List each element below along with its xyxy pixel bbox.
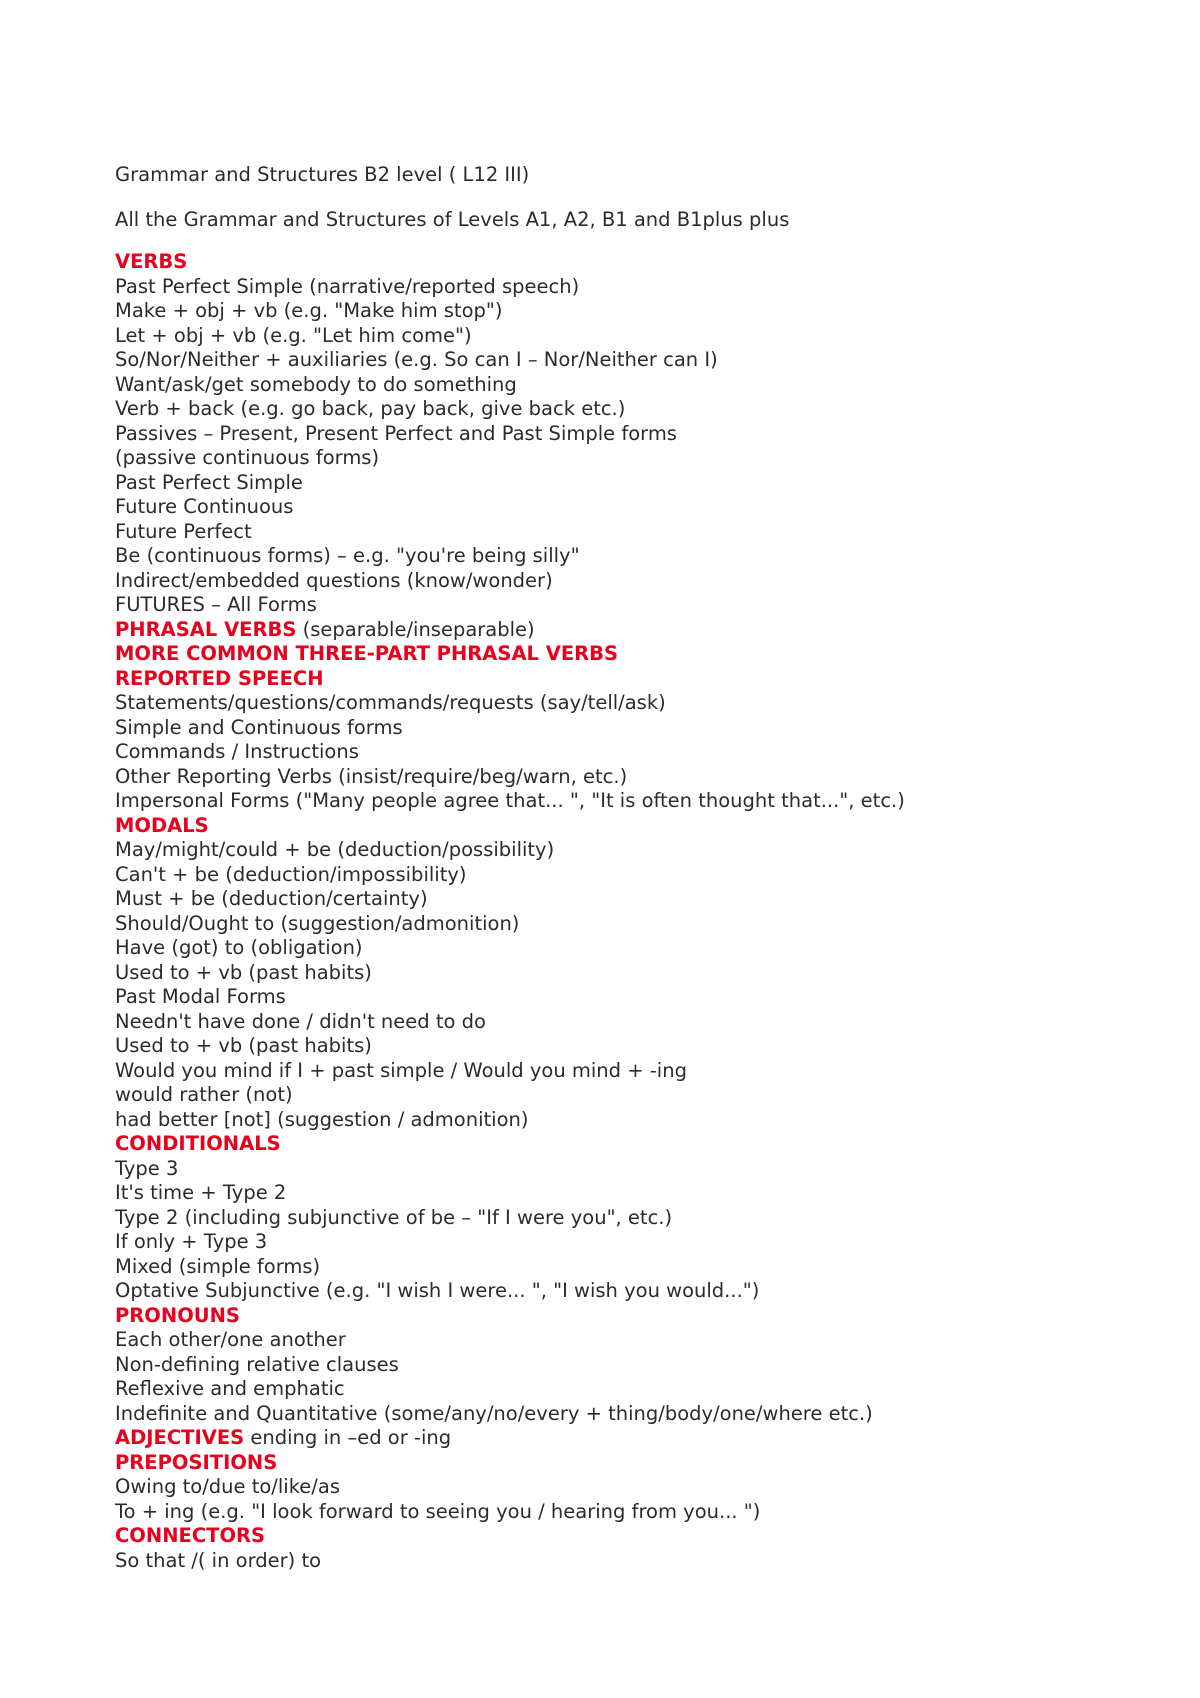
section-heading: ADJECTIVES xyxy=(115,1426,245,1449)
grammar-item: Mixed (simple forms) xyxy=(115,1254,321,1278)
grammar-item: FUTURES – All Forms xyxy=(115,593,317,616)
grammar-item: Non-defining relative clauses xyxy=(115,1352,399,1376)
grammar-item: Past Modal Forms xyxy=(115,985,286,1008)
grammar-item: Want/ask/get somebody to do something xyxy=(115,372,517,396)
grammar-item: Used to + vb (past habits) xyxy=(115,960,372,984)
grammar-item: Needn't have done / didn't need to do xyxy=(115,1009,486,1033)
section-heading-line xyxy=(115,642,1115,667)
grammar-item: Have (got) to (obligation) xyxy=(115,936,363,959)
section-heading: PRONOUNS xyxy=(115,1303,240,1327)
grammar-item: Future Perfect xyxy=(115,519,252,543)
grammar-item: It's time + Type 2 xyxy=(115,1181,287,1204)
grammar-item: Simple and Continuous forms xyxy=(115,715,403,739)
grammar-item: If only + Type 3 xyxy=(115,1230,268,1253)
grammar-item: Be (continuous forms) – e.g. "you're being silly" xyxy=(115,544,580,567)
section-heading: MORE COMMON THREE-PART PHRASAL VERBS xyxy=(115,642,619,665)
grammar-item: would rather (not) xyxy=(115,1083,293,1106)
grammar-item: had better [not] (suggestion / admonition) xyxy=(115,1107,529,1131)
grammar-item: Optative Subjunctive (e.g. "I wish I were... ", "I wish you would...") xyxy=(115,1279,760,1302)
grammar-item: (passive continuous forms) xyxy=(115,446,380,469)
grammar-item: Impersonal Forms ("Many people agree that... ", "It is often thought that...", etc.) xyxy=(115,789,905,812)
grammar-item: Indefinite and Quantitative (some/any/no/every + thing/body/one/where etc.) xyxy=(115,1401,873,1425)
section-heading: CONDITIONALS xyxy=(115,1132,281,1155)
grammar-item: Must + be (deduction/certainty) xyxy=(115,887,428,910)
grammar-item: Verb + back (e.g. go back, pay back, give back etc.) xyxy=(115,397,626,420)
section-heading: CONNECTORS xyxy=(115,1524,266,1547)
section-heading-line xyxy=(115,618,1115,643)
document-page xyxy=(115,163,1115,1573)
section-heading: PREPOSITIONS xyxy=(115,1450,278,1474)
section-heading-line xyxy=(115,250,1115,275)
section-heading-note: (separable/inseparable) xyxy=(296,617,535,641)
section-heading-line xyxy=(115,667,1115,692)
section-heading: MODALS xyxy=(115,813,209,837)
section-heading: REPORTED SPEECH xyxy=(115,666,324,690)
grammar-item: Can't + be (deduction/impossibility) xyxy=(115,862,467,886)
grammar-item: Reflexive and emphatic xyxy=(115,1377,345,1400)
section-heading-line xyxy=(115,1132,1115,1157)
grammar-item: So that /( in order) to xyxy=(115,1548,322,1572)
grammar-item: May/might/could + be (deduction/possibility) xyxy=(115,838,555,861)
grammar-item: Past Perfect Simple xyxy=(115,470,303,494)
grammar-item: Make + obj + vb (e.g. "Make him stop") xyxy=(115,299,503,322)
grammar-item: So/Nor/Neither + auxiliaries (e.g. So can I – Nor/Neither can I) xyxy=(115,348,718,371)
document-title: Grammar and Structures B2 level ( L12 III) xyxy=(115,163,530,186)
grammar-item: Type 3 xyxy=(115,1156,179,1180)
section-heading-line xyxy=(115,1524,1115,1549)
grammar-list xyxy=(115,250,1115,1573)
grammar-item: Indirect/embedded questions (know/wonder) xyxy=(115,568,553,592)
grammar-item: Type 2 (including subjunctive of be – "If I were you", etc.) xyxy=(115,1205,673,1229)
grammar-item: Each other/one another xyxy=(115,1328,346,1351)
grammar-item: Should/Ought to (suggestion/admonition) xyxy=(115,911,520,935)
section-heading-note: ending in –ed or -ing xyxy=(244,1426,452,1449)
section-heading: PHRASAL VERBS xyxy=(115,617,297,641)
section-heading-line xyxy=(115,814,1115,839)
grammar-item: Statements/questions/commands/requests (say/tell/ask) xyxy=(115,691,666,714)
section-heading-line xyxy=(115,1451,1115,1476)
grammar-item: To + ing (e.g. "I look forward to seeing you / hearing from you... ") xyxy=(115,1499,761,1523)
grammar-item: Other Reporting Verbs (insist/require/beg/warn, etc.) xyxy=(115,764,628,788)
grammar-item: Future Continuous xyxy=(115,495,294,518)
grammar-item: Past Perfect Simple (narrative/reported speech) xyxy=(115,274,580,298)
section-heading-line xyxy=(115,1426,1115,1451)
section-heading: VERBS xyxy=(115,250,188,273)
grammar-item: Let + obj + vb (e.g. "Let him come") xyxy=(115,323,472,347)
grammar-item: Would you mind if I + past simple / Would you mind + -ing xyxy=(115,1058,687,1082)
document-subtitle: All the Grammar and Structures of Levels A1, A2, B1 and B1plus plus xyxy=(115,208,790,231)
grammar-item: Passives – Present, Present Perfect and Past Simple forms xyxy=(115,421,677,445)
grammar-item: Used to + vb (past habits) xyxy=(115,1034,372,1057)
grammar-item: Commands / Instructions xyxy=(115,740,359,763)
section-heading-line xyxy=(115,1304,1115,1329)
grammar-item: Owing to/due to/like/as xyxy=(115,1475,340,1498)
